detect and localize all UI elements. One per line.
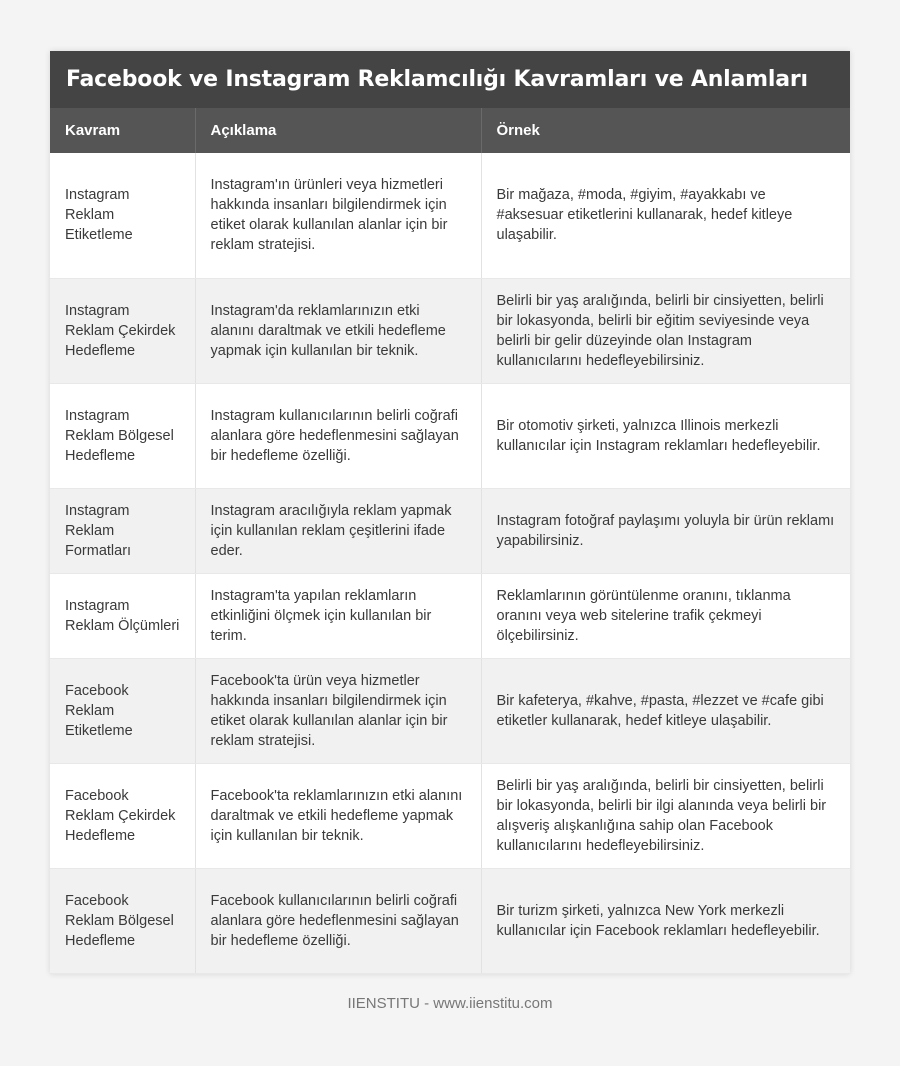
- table-row: [50, 868, 850, 973]
- column-header-kavram: Kavram: [50, 108, 195, 153]
- table-card: [50, 51, 850, 974]
- cell-kavram: Facebook Reklam Çekirdek Hedefleme: [50, 763, 195, 868]
- cell-kavram: Instagram Reklam Bölgesel Hedefleme: [50, 383, 195, 488]
- cell-kavram: Instagram Reklam Etiketleme: [50, 153, 195, 278]
- table-row: [50, 153, 850, 278]
- cell-kavram: Instagram Reklam Ölçümleri: [50, 573, 195, 658]
- column-header-ornek: Örnek: [481, 108, 850, 153]
- cell-kavram: Facebook Reklam Etiketleme: [50, 658, 195, 763]
- cell-ornek: Bir kafeterya, #kahve, #pasta, #lezzet ve #cafe gibi etiketler kullanarak, hedef kitleye ulaşabilir.: [481, 658, 850, 763]
- column-header-aciklama: Açıklama: [195, 108, 481, 153]
- table-row: [50, 658, 850, 763]
- cell-ornek: Reklamlarının görüntülenme oranını, tıklanma oranını veya web sitelerine trafik çekmeyi ölçebilirsiniz.: [481, 573, 850, 658]
- cell-aciklama: Instagram kullanıcılarının belirli coğrafi alanlara göre hedeflenmesini sağlayan bir hedefleme özelliği.: [195, 383, 481, 488]
- cell-aciklama: Facebook'ta ürün veya hizmetler hakkında insanları bilgilendirmek için etiket olarak kullanılan alanlar için bir reklam stratejisi.: [195, 658, 481, 763]
- cell-ornek: Bir turizm şirketi, yalnızca New York merkezli kullanıcılar için Facebook reklamları hedefleyebilir.: [481, 868, 850, 973]
- cell-ornek: Instagram fotoğraf paylaşımı yoluyla bir ürün reklamı yapabilirsiniz.: [481, 488, 850, 573]
- table-row: [50, 573, 850, 658]
- cell-aciklama: Instagram aracılığıyla reklam yapmak için kullanılan reklam çeşitlerini ifade eder.: [195, 488, 481, 573]
- table-row: [50, 488, 850, 573]
- table-row: [50, 763, 850, 868]
- cell-ornek: Belirli bir yaş aralığında, belirli bir cinsiyetten, belirli bir lokasyonda, belirli bir eğitim seviyesinde veya belirli bir gelir düzeyinde olan Instagram kullanıcılarını hedefleyebilirsiniz.: [481, 278, 850, 383]
- cell-ornek: Bir otomotiv şirketi, yalnızca Illinois merkezli kullanıcılar için Instagram reklamları hedefleyebilir.: [481, 383, 850, 488]
- concepts-table: [50, 108, 850, 974]
- cell-kavram: Instagram Reklam Çekirdek Hedefleme: [50, 278, 195, 383]
- cell-ornek: Bir mağaza, #moda, #giyim, #ayakkabı ve #aksesuar etiketlerini kullanarak, hedef kitleye ulaşabilir.: [481, 153, 850, 278]
- cell-aciklama: Facebook kullanıcılarının belirli coğrafi alanlara göre hedeflenmesini sağlayan bir hedefleme özelliği.: [195, 868, 481, 973]
- footer-credit: IIENSTITU - www.iienstitu.com: [347, 995, 553, 1012]
- cell-aciklama: Instagram'ta yapılan reklamların etkinliğini ölçmek için kullanılan bir terim.: [195, 573, 481, 658]
- cell-kavram: Facebook Reklam Bölgesel Hedefleme: [50, 868, 195, 973]
- cell-ornek: Belirli bir yaş aralığında, belirli bir cinsiyetten, belirli bir lokasyonda, belirli bir ilgi alanında veya belirli bir alışveriş alışkanlığına sahip olan Facebook kullanıcılarını hedefleyebilirsiniz.: [481, 763, 850, 868]
- cell-kavram: Instagram Reklam Formatları: [50, 488, 195, 573]
- table-row: [50, 278, 850, 383]
- cell-aciklama: Facebook'ta reklamlarınızın etki alanını daraltmak ve etkili hedefleme yapmak için kullanılan bir teknik.: [195, 763, 481, 868]
- table-row: [50, 383, 850, 488]
- table-title: Facebook ve Instagram Reklamcılığı Kavramları ve Anlamları: [50, 51, 850, 108]
- header-row: [50, 108, 850, 153]
- cell-aciklama: Instagram'ın ürünleri veya hizmetleri hakkında insanları bilgilendirmek için etiket olarak kullanılan alanlar için bir reklam stratejisi.: [195, 153, 481, 278]
- cell-aciklama: Instagram'da reklamlarınızın etki alanını daraltmak ve etkili hedefleme yapmak için kullanılan bir teknik.: [195, 278, 481, 383]
